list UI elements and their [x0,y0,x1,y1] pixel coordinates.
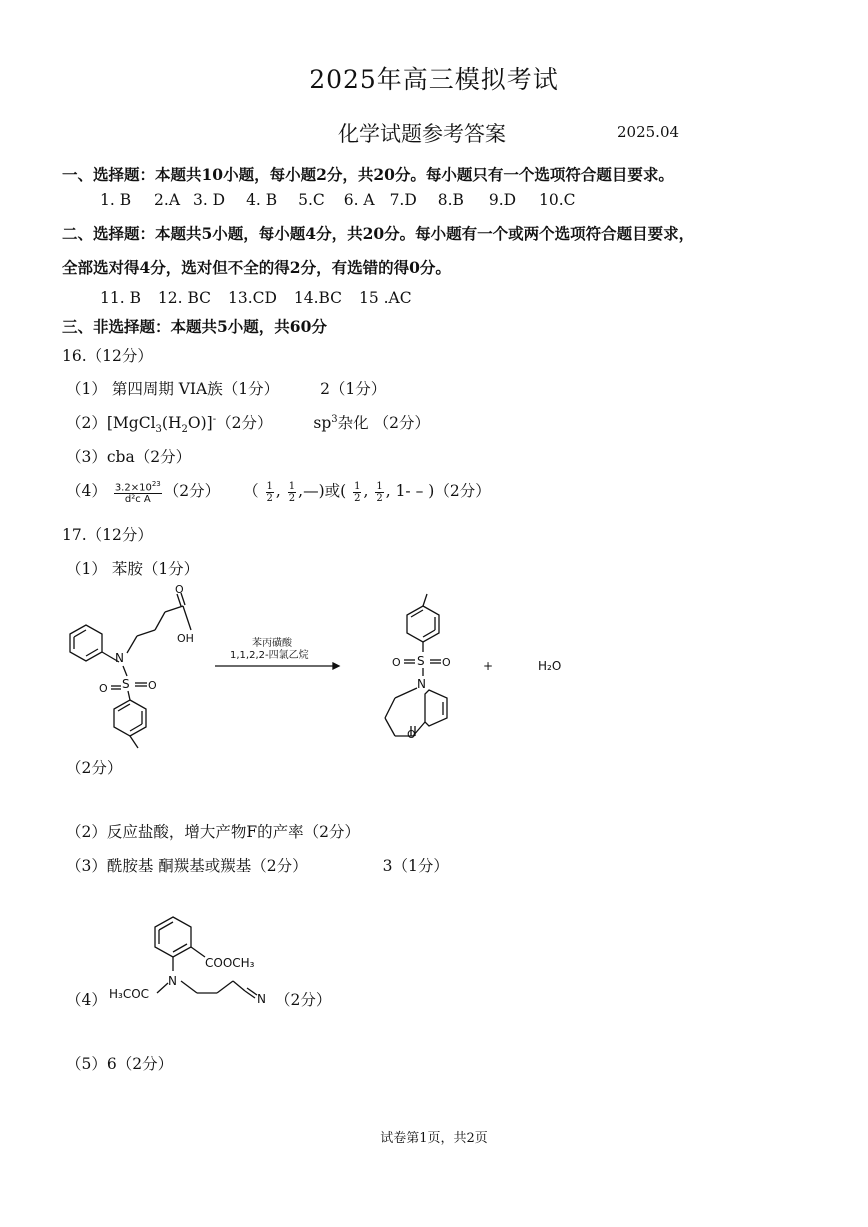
frac-num: 1 [266,480,273,492]
water-label: H₂O [538,659,562,673]
q17-part2-answer: 反应盐酸，增大产物F的产率（2分） [106,823,360,841]
frac-den: 2 [376,492,383,504]
formula-part: (H [161,414,182,432]
page-footer: 试卷第1页，共2页 [380,1131,488,1146]
benzene-ring [155,917,191,957]
document-date: 2025.04 [617,123,680,141]
answer-5: 5.C [298,191,325,209]
q16-label: 16.（12分） [62,347,153,365]
plus-sign: + [483,659,494,673]
product-o-label: O [392,656,401,669]
section1-heading: 一、选择题：本题共10小题，每小题2分，共20分。每小题只有一个选项符合题目要求。 [62,165,674,184]
nitrile-n-label: N [257,992,266,1006]
sulfonyl-o-label: O [148,679,157,692]
part-number: （3） [66,857,107,875]
q17-part1-score: （2分） [66,759,123,777]
reagent-condition: 苯丙磺酸 [252,638,292,649]
answer-6: 6. A [343,191,375,209]
answer-10: 10.C [539,191,576,209]
q17-label: 17.（12分） [62,526,153,544]
amide-n-label: N [168,974,177,988]
q16-part3 [66,445,191,467]
score: （2分） [163,482,221,501]
answer-8: 8.B [437,191,464,209]
score: （2分） [434,482,491,501]
frac-den: 2 [266,492,273,504]
hybrid-sup: 3 [331,413,338,425]
formula-part: [MgCl [106,414,156,432]
section2-heading-line1: 二、选择题：本题共5小题，每小题4分，共20分。每小题有一个或两个选项符合题目要求， [62,224,695,243]
part-number: （3） [66,448,107,466]
density-fraction [114,479,162,505]
q17-part4-score: （2分） [275,991,332,1009]
s-atom-label: S [122,677,130,691]
score: （2分） [216,414,273,432]
solvent-condition: 1,1,2,2-四氯乙烷 [230,650,309,661]
section3-heading: 三、非选择题：本题共5小题，共60分 [62,317,327,336]
coord-dash: — [303,482,319,501]
n-atom-label: N [115,651,124,665]
answer-12: 12. BC [157,289,212,307]
frac-num: 1 [354,480,361,492]
q17-part5-answer: 6（2分） [106,1055,174,1073]
page-title: 2025年高三模拟考试 [309,65,559,94]
sulfonyl-o-label: O [99,682,108,695]
product-benzo-ring [425,690,447,726]
part-number: （5） [66,1055,107,1073]
ester-label: COOCH₃ [205,956,255,970]
answer-7: 7.D [389,191,417,209]
carbonyl-o-label: O [175,583,184,596]
part-number: （2） [66,823,107,841]
formula-sub: 3 [155,424,162,436]
frac-num: 1 [376,480,383,492]
product-s-label: S [417,654,425,668]
oh-label: OH [177,632,194,645]
q17-part3-extra: 3（1分） [382,857,449,875]
frac-denominator: d²c A [124,494,151,506]
q17-part3 [66,854,449,876]
answer-11: 11. B [100,289,141,307]
q17-part1-answer: 苯胺（1分） [111,560,200,578]
q17-part3-answer: 酰胺基 酮羰基或羰基（2分） [106,857,308,875]
q16-part3-answer: cba（2分） [106,448,192,466]
product-o-label: O [442,656,451,669]
answer-9: 9.D [488,191,517,209]
frac-numerator: 3.2×10 [114,482,152,494]
part-number: （2） [66,414,107,432]
hybrid-label: sp [313,414,332,432]
q17-part5 [66,1052,173,1074]
frac-den: 2 [354,492,361,504]
ketone-o-label: O [407,728,416,741]
part-number: （1） [66,380,107,398]
formula-sub: 2 [181,424,188,436]
product-n-label: N [417,677,426,691]
answer-15: 15 .AC [358,289,412,307]
answer-3: 3. D [192,191,226,209]
part-number: （1） [66,560,107,578]
frac-num: 1 [288,480,296,492]
coord-open: （ [243,482,259,501]
q16-part1 [66,377,386,399]
formula-part: O)] [187,414,213,432]
coord-or: )或( [318,482,347,501]
document-subtitle: 化学试题参考答案 [338,122,506,146]
frac-exponent: 23 [151,480,161,488]
answer-13: 13.CD [227,289,277,307]
q17-part1 [66,557,199,579]
answer-4: 4. B [246,191,278,209]
part-number: （4） [66,482,107,501]
q16-part4: （4） $\frac{3.2\times 10^{23}}{\text{d²c A}}$ （2分） （ $\frac{1}{2}$ , $\frac{1}{2}$ ,—)或( $\frac{1}{2}$ , $\frac{1}{2}$ , 1- – )（2分） [66,480,491,506]
q16-part1-extra: 2（1分） [320,380,387,398]
q17-part4-number: （4） [66,991,107,1009]
q16-part1-answer: 第四周期 VIA族（1分） [111,380,280,398]
acetyl-label: H₃COC [109,987,150,1001]
formula-sup: - [212,413,217,425]
reaction-scheme [55,583,595,760]
section2-heading-line2: 全部选对得4分，选对但不全的得2分，有选错的得0分。 [62,258,451,277]
coord-tail: , 1- – ) [385,482,435,501]
section1-answers [100,191,576,209]
frac-den: 2 [288,492,296,504]
answer-14: 14.BC [293,289,343,307]
answer-2: 2.A [154,191,181,209]
q16-part2 [66,411,430,435]
hybrid-text: 杂化 （2分） [337,414,430,432]
section2-answers [100,289,412,307]
answer-1: 1. B [100,191,132,209]
q17-part2 [66,820,360,842]
